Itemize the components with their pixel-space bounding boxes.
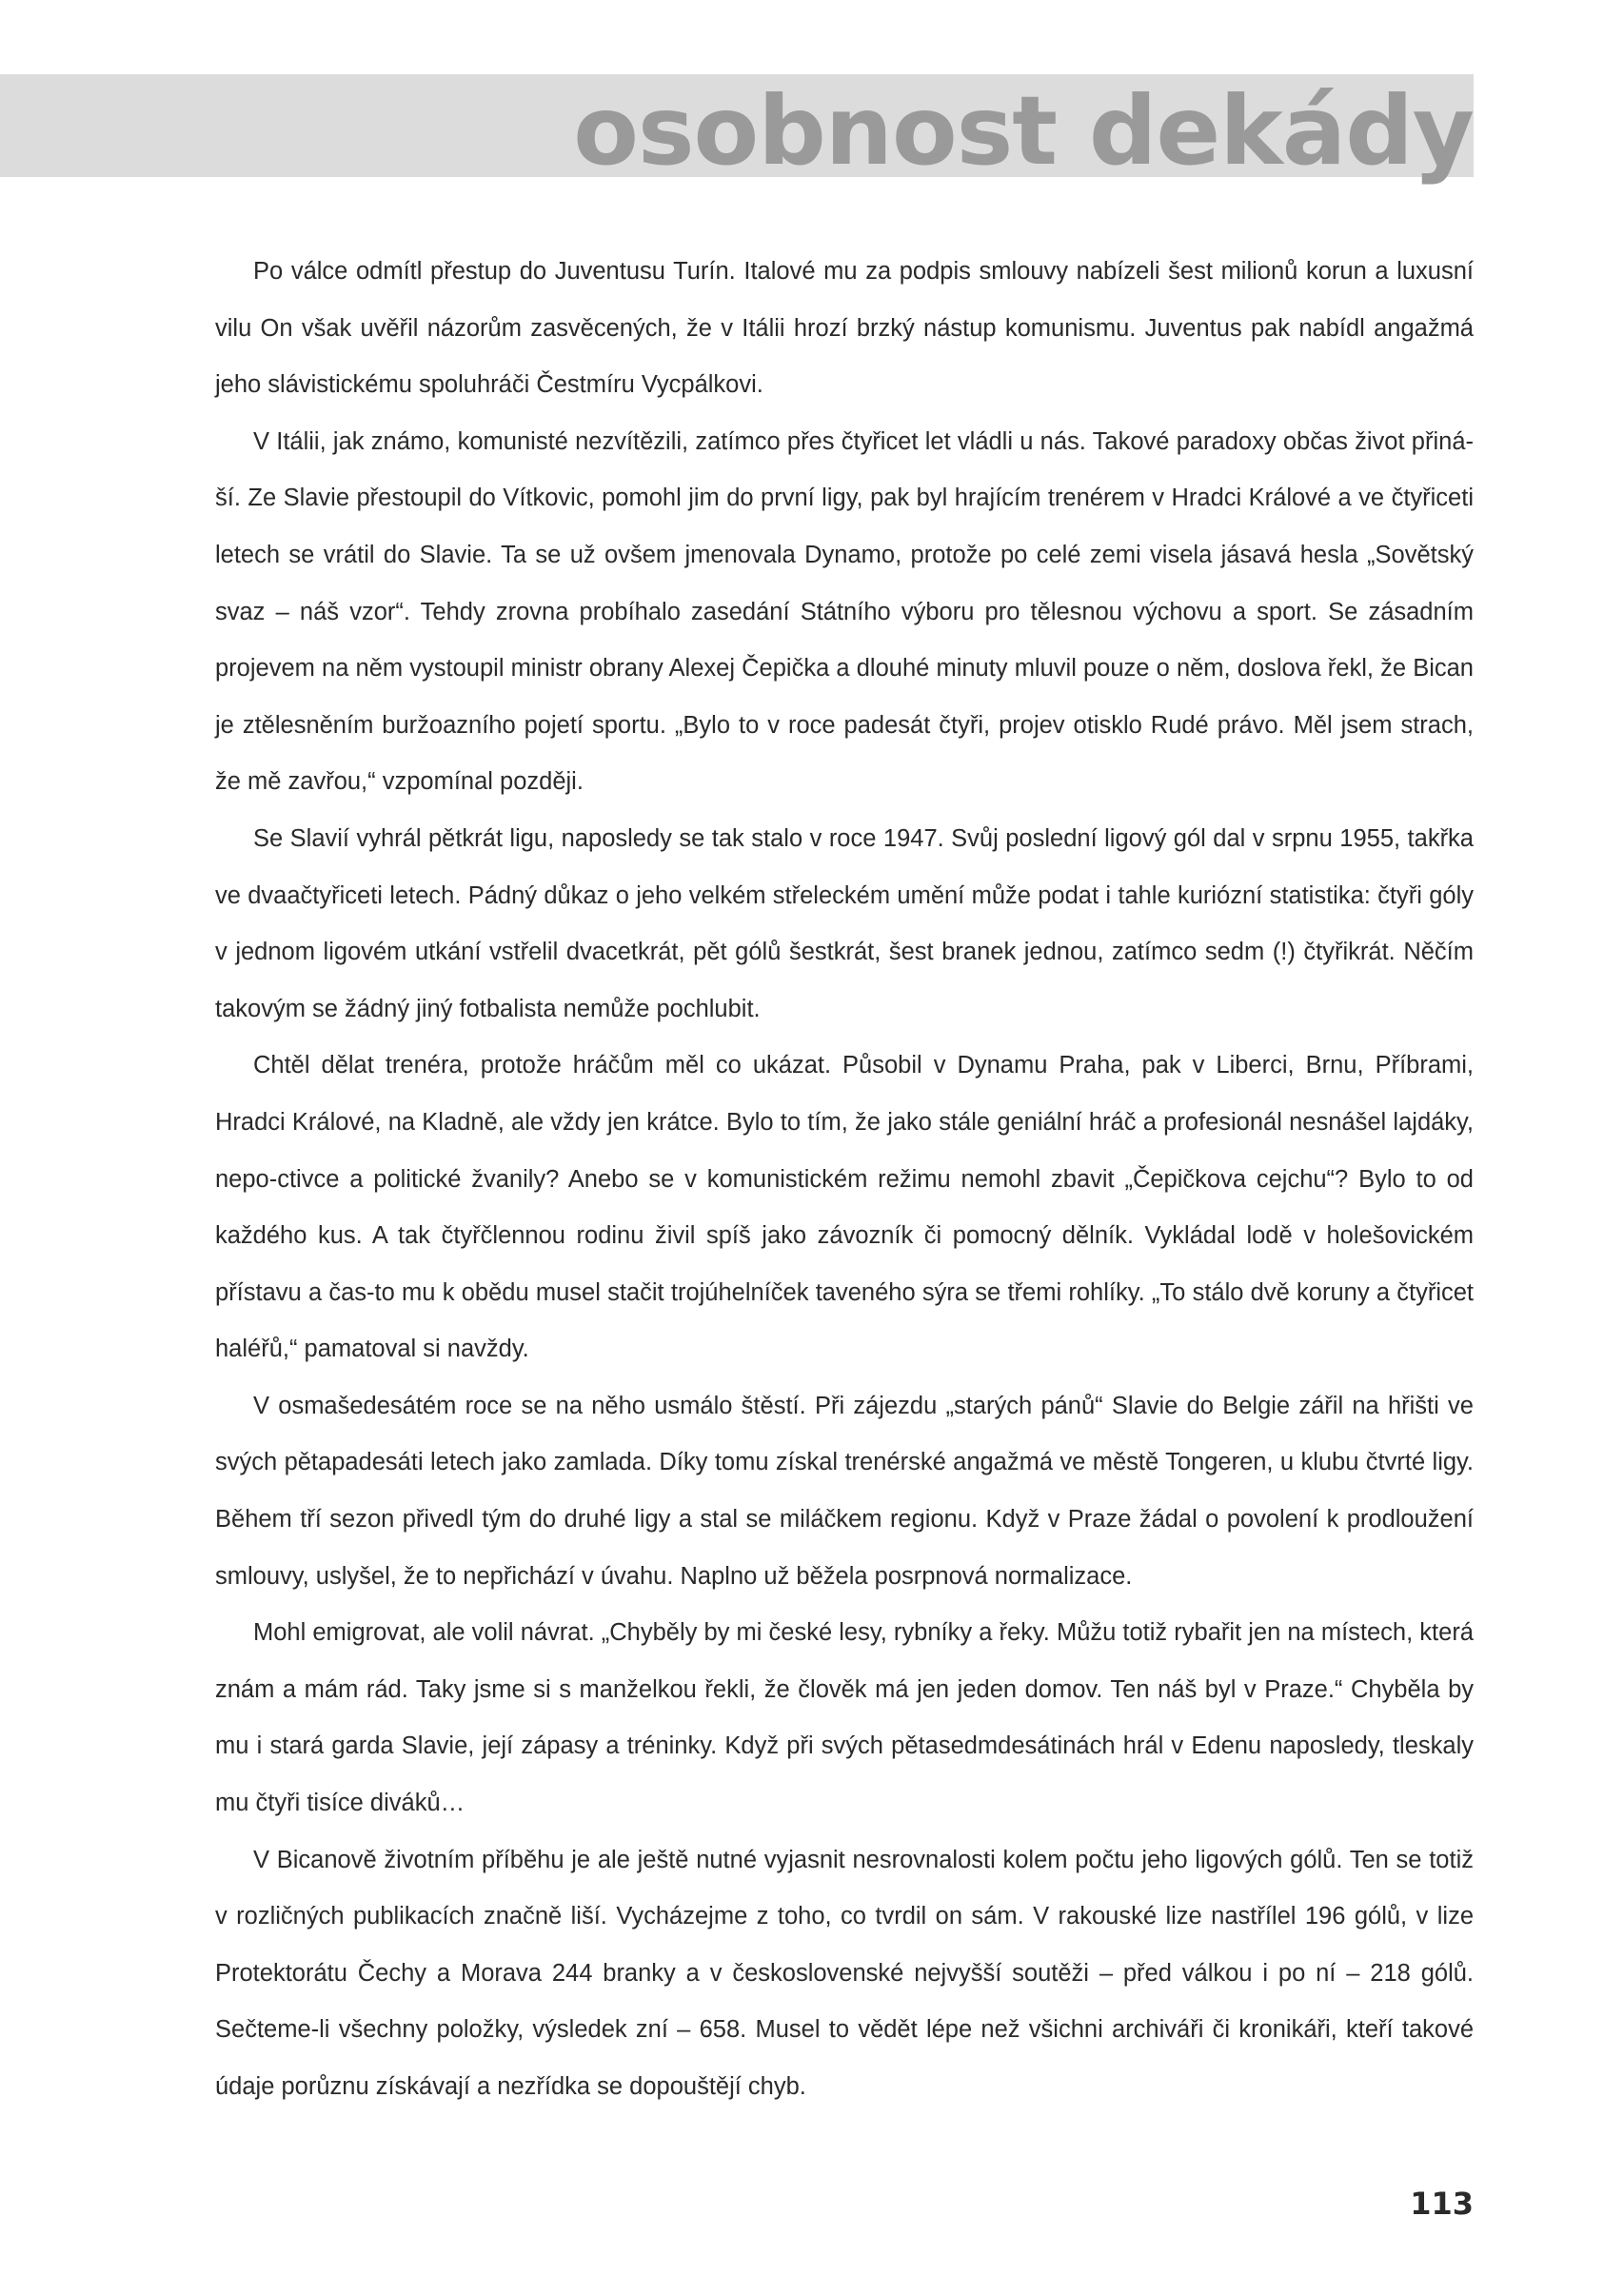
paragraph: V Itálii, jak známo, komunisté nezvítězili, zatímco přes čtyřicet let vládli u nás. Takové paradoxy občas život přiná-ší. Ze Slavie přestoupil do Vítkovic, pomohl jim do první ligy, pak byl hrajícím trenérem v Hradci Králové a ve čtyřiceti letech se vrátil do Slavie. Ta se už ovšem jmenovala Dynamo, protože po celé zemi visela jásavá hesla „Sovětský svaz – náš vzor“. Tehdy zrovna probíhalo zasedání Státního výboru pro tělesnou výchovu a sport. Se zásadním projevem na něm vystoupil ministr obrany Alexej Čepička a dlouhé minuty mluvil pouze o něm, doslova řekl, že Bican je ztělesněním buržoazního pojetí sportu. „Bylo to v roce padesát čtyři, projev otisklo Rudé právo. Měl jsem strach, že mě zavřou,“ vzpomínal později. (215, 427, 1474, 796)
page-number: 113 (1410, 2186, 1474, 2222)
section-title: osobnost dekády (573, 75, 1474, 187)
paragraph: Mohl emigrovat, ale volil návrat. „Chyběly by mi české lesy, rybníky a řeky. Můžu totiž rybařit jen na místech, která znám a mám rád. Taky jsme si s manželkou řekli, že člověk má jen jeden domov. Ten náš byl v Praze.“ Chyběla by mu i stará garda Slavie, její zápasy a tréninky. Když při svých pětasedmdesátinách hrál v Edenu naposledy, tleskaly mu čtyři tisíce diváků… (215, 1619, 1474, 1817)
paragraph: V osmašedesátém roce se na něho usmálo štěstí. Při zájezdu „starých pánů“ Slavie do Belgie zářil na hřišti ve svých pětapadesáti letech jako zamlada. Díky tomu získal trenérské angažmá ve městě Tongeren, u klubu čtvrté ligy. Během tří sezon přivedl tým do druhé ligy a stal se miláčkem regionu. Když v Praze žádal o povolení k prodloužení smlouvy, uslyšel, že to nepřichází v úvahu. Naplno už běžela posrpnová normalizace. (215, 1392, 1474, 1590)
paragraph: Chtěl dělat trenéra, protože hráčům měl co ukázat. Působil v Dynamu Praha, pak v Liberci, Brnu, Příbrami, Hradci Králové, na Kladně, ale vždy jen krátce. Bylo to tím, že jako stále geniální hráč a profesionál nesnášel lajdáky, nepo-ctivce a politické žvanily? Anebo se v komunistickém režimu nemohl zbavit „Čepičkova cejchu“? Bylo to od každého kus. A tak čtyřčlennou rodinu živil spíš jako závozník či pomocný dělník. Vykládal lodě v holešovickém přístavu a čas-to mu k obědu musel stačit trojúhelníček taveného sýra se třemi rohlíky. „To stálo dvě koruny a čtyřicet haléřů,“ pamatoval si navždy. (215, 1052, 1474, 1363)
paragraph: Se Slavií vyhrál pětkrát ligu, naposledy se tak stalo v roce 1947. Svůj poslední ligový gól dal v srpnu 1955, takřka ve dvaačtyřiceti letech. Pádný důkaz o jeho velkém střeleckém umění může podat i tahle kuriózní statistika: čtyři góly v jednom ligovém utkání vstřelil dvacetkrát, pět gólů šestkrát, šest branek jednou, zatímco sedm (!) čtyřikrát. Něčím takovým se žádný jiný fotbalista nemůže pochlubit. (215, 824, 1474, 1022)
paragraph: V Bicanově životním příběhu je ale ještě nutné vyjasnit nesrovnalosti kolem počtu jeho ligových gólů. Ten se totiž v rozličných publikacích značně liší. Vycházejme z toho, co tvrdil on sám. V rakouské lize nastřílel 196 gólů, v lize Protektorátu Čechy a Morava 244 branky a v československé nejvyšší soutěži – před válkou i po ní – 218 gólů. Sečteme-li všechny položky, výsledek zní – 658. Musel to vědět lépe než všichni archiváři či kronikáři, kteří takové údaje porůznu získávají a nezřídka se dopouštějí chyb. (215, 1846, 1474, 2100)
article-body (215, 244, 1474, 2116)
paragraph: Po válce odmítl přestup do Juventusu Turín. Italové mu za podpis smlouvy nabízeli šest milionů korun a luxusní vilu On však uvěřil názorům zasvěcených, že v Itálii hrozí brzký nástup komunismu. Juventus pak nabídl angažmá jeho slávistickému spoluhráči Čestmíru Vycpálkovi. (215, 258, 1474, 399)
